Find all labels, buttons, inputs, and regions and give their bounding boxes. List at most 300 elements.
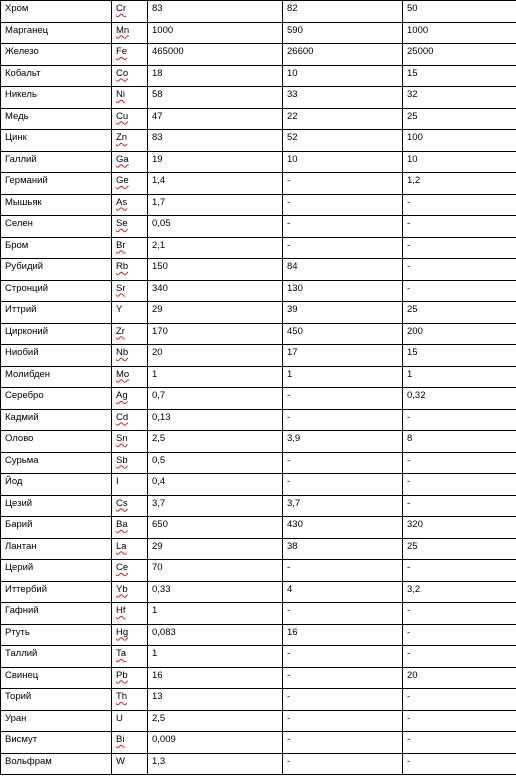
element-name-cell[interactable] [1, 753, 112, 775]
table-row [1, 216, 516, 238]
element-name-cell[interactable] [1, 151, 112, 173]
element-name-cell-text: Бром [5, 239, 29, 251]
value-cell-1-text: 0,4 [152, 476, 166, 487]
value-cell-2[interactable] [283, 560, 403, 582]
element-symbol-cell-text: Ni [116, 89, 125, 100]
element-name-cell-text: Ниобий [5, 347, 39, 358]
value-cell-2[interactable] [283, 495, 403, 517]
table-row [1, 345, 516, 367]
element-name-cell[interactable] [1, 538, 112, 560]
element-name-cell-text: Рубидий [5, 261, 44, 272]
value-cell-2[interactable] [283, 753, 403, 775]
element-name-cell[interactable] [1, 710, 112, 732]
table-row [1, 538, 516, 560]
value-cell-2[interactable] [283, 302, 403, 324]
value-cell-2[interactable] [283, 345, 403, 367]
value-cell-2[interactable] [283, 323, 403, 345]
value-cell-1-text: 1 [152, 648, 158, 659]
value-cell-1[interactable] [148, 194, 283, 216]
element-symbol-cell[interactable] [112, 173, 148, 195]
element-name-cell[interactable] [1, 495, 112, 517]
value-cell-1-text: 1,7 [152, 196, 166, 208]
value-cell-1-text: 20 [152, 347, 163, 358]
value-cell-2[interactable] [283, 517, 403, 539]
element-symbol-cell[interactable] [112, 44, 148, 66]
value-cell-3-text: - [407, 411, 411, 423]
element-name-cell[interactable] [1, 130, 112, 152]
element-symbol-cell-text: I [116, 476, 119, 487]
value-cell-1[interactable] [148, 87, 283, 109]
value-cell-1[interactable] [148, 345, 283, 367]
value-cell-2-text: 430 [287, 519, 303, 530]
element-symbol-cell[interactable] [112, 646, 148, 668]
value-cell-3[interactable] [403, 1, 516, 23]
value-cell-3-text: - [407, 196, 411, 208]
value-cell-2[interactable] [283, 452, 403, 474]
table-row [1, 753, 516, 775]
table-row [1, 581, 516, 603]
element-name-cell[interactable] [1, 603, 112, 625]
element-name-cell[interactable] [1, 474, 112, 496]
value-cell-2-text: - [287, 734, 291, 745]
element-symbol-cell-text: Hf [116, 605, 126, 616]
value-cell-1[interactable] [148, 237, 283, 259]
value-cell-1-text: 47 [152, 110, 163, 122]
value-cell-1[interactable] [148, 130, 283, 152]
element-symbol-cell[interactable] [112, 409, 148, 431]
element-name-cell-text: Свинец [5, 669, 39, 681]
value-cell-2[interactable] [283, 689, 403, 711]
element-name-cell-text: Барий [5, 519, 33, 530]
value-cell-1[interactable] [148, 689, 283, 711]
element-name-cell[interactable] [1, 624, 112, 646]
value-cell-2-text: 52 [287, 132, 298, 143]
value-cell-3-text: - [407, 261, 411, 272]
value-cell-3-text: 200 [407, 325, 423, 337]
element-symbol-cell[interactable] [112, 65, 148, 87]
element-name-cell[interactable] [1, 431, 112, 453]
value-cell-2[interactable] [283, 130, 403, 152]
value-cell-2[interactable] [283, 194, 403, 216]
table-row [1, 388, 516, 410]
value-cell-1[interactable] [148, 151, 283, 173]
value-cell-1[interactable] [148, 323, 283, 345]
element-symbol-cell[interactable] [112, 517, 148, 539]
value-cell-3-text: 8 [407, 433, 413, 444]
element-name-cell[interactable] [1, 22, 112, 44]
element-name-cell-text: Селен [5, 218, 33, 229]
value-cell-2[interactable] [283, 646, 403, 668]
element-symbol-cell[interactable] [112, 345, 148, 367]
value-cell-1[interactable] [148, 259, 283, 281]
value-cell-3-text: 10 [407, 153, 418, 165]
element-name-cell[interactable] [1, 581, 112, 603]
value-cell-2-text: 16 [287, 626, 298, 638]
value-cell-3[interactable] [403, 151, 516, 173]
value-cell-2[interactable] [283, 1, 403, 23]
element-symbol-cell[interactable] [112, 388, 148, 410]
element-name-cell[interactable] [1, 173, 112, 195]
value-cell-3[interactable] [403, 560, 516, 582]
value-cell-1[interactable] [148, 560, 283, 582]
value-cell-2[interactable] [283, 667, 403, 689]
value-cell-1[interactable] [148, 108, 283, 130]
element-name-cell[interactable] [1, 87, 112, 109]
value-cell-3[interactable] [403, 366, 516, 388]
element-name-cell-text: Германий [5, 175, 48, 186]
value-cell-1-text: 1000 [152, 24, 174, 36]
value-cell-2[interactable] [283, 108, 403, 130]
value-cell-3[interactable] [403, 345, 516, 367]
value-cell-2[interactable] [283, 474, 403, 496]
value-cell-2[interactable] [283, 732, 403, 754]
value-cell-2-text: 1 [287, 368, 293, 380]
value-cell-1[interactable] [148, 603, 283, 625]
element-symbol-cell[interactable] [112, 194, 148, 216]
value-cell-2[interactable] [283, 259, 403, 281]
value-cell-1[interactable] [148, 409, 283, 431]
element-symbol-cell-text: Se [116, 218, 128, 229]
element-name-cell[interactable] [1, 216, 112, 238]
value-cell-3-text: - [407, 648, 411, 659]
element-name-cell[interactable] [1, 302, 112, 324]
element-symbol-cell[interactable] [112, 474, 148, 496]
value-cell-3-text: 1000 [407, 24, 429, 36]
element-symbol-cell[interactable] [112, 603, 148, 625]
element-symbol-cell-text: Cd [116, 411, 129, 423]
element-symbol-cell[interactable] [112, 151, 148, 173]
value-cell-1-text: 2,1 [152, 239, 166, 251]
value-cell-3-text: - [407, 282, 411, 294]
element-symbol-cell-text: Zn [116, 132, 128, 143]
element-name-cell[interactable] [1, 452, 112, 474]
element-name-cell[interactable] [1, 1, 112, 23]
element-name-cell-text: Церий [5, 562, 34, 573]
value-cell-3[interactable] [403, 710, 516, 732]
value-cell-1-text: 70 [152, 562, 163, 573]
value-cell-3[interactable] [403, 323, 516, 345]
value-cell-3[interactable] [403, 22, 516, 44]
element-symbol-cell[interactable] [112, 87, 148, 109]
element-name-cell-text: Мышьяк [5, 196, 42, 208]
value-cell-3[interactable] [403, 409, 516, 431]
element-symbol-cell[interactable] [112, 560, 148, 582]
element-name-cell[interactable] [1, 646, 112, 668]
element-symbol-cell-text: Cr [116, 3, 127, 14]
value-cell-1[interactable] [148, 495, 283, 517]
value-cell-1[interactable] [148, 431, 283, 453]
value-cell-1-text: 2,5 [152, 433, 166, 444]
element-symbol-cell-text: Hg [116, 626, 129, 638]
value-cell-3[interactable] [403, 302, 516, 324]
value-cell-1-text: 29 [152, 540, 163, 552]
value-cell-1-text: 13 [152, 691, 163, 702]
element-name-cell-text: Гафний [5, 605, 39, 616]
element-name-cell[interactable] [1, 259, 112, 281]
value-cell-2-text: - [287, 411, 291, 423]
value-cell-2[interactable] [283, 624, 403, 646]
element-symbol-cell-text: Nb [116, 347, 129, 358]
value-cell-2-text: - [287, 712, 291, 724]
table-row [1, 495, 516, 517]
value-cell-2[interactable] [283, 87, 403, 109]
value-cell-1[interactable] [148, 452, 283, 474]
value-cell-2[interactable] [283, 151, 403, 173]
element-symbol-cell[interactable] [112, 431, 148, 453]
value-cell-1-text: 150 [152, 261, 168, 272]
value-cell-1-text: 0,083 [152, 626, 176, 638]
value-cell-3[interactable] [403, 237, 516, 259]
value-cell-3[interactable] [403, 624, 516, 646]
element-name-cell[interactable] [1, 194, 112, 216]
value-cell-2-text: 39 [287, 304, 298, 315]
value-cell-3-text: 25 [407, 304, 418, 315]
value-cell-2-text: 3,7 [287, 497, 301, 509]
value-cell-2-text: 130 [287, 282, 303, 294]
element-name-cell[interactable] [1, 280, 112, 302]
value-cell-3[interactable] [403, 452, 516, 474]
value-cell-2-text: 590 [287, 24, 303, 36]
element-symbol-cell-text: Rb [116, 261, 129, 272]
value-cell-3-text: 50 [407, 3, 418, 14]
value-cell-3-text: - [407, 497, 411, 509]
element-symbol-cell[interactable] [112, 624, 148, 646]
element-name-cell-text: Серебро [5, 390, 44, 401]
value-cell-3[interactable] [403, 667, 516, 689]
table-row [1, 65, 516, 87]
element-symbol-cell[interactable] [112, 302, 148, 324]
value-cell-3-text: 25000 [407, 46, 434, 57]
element-name-cell[interactable] [1, 323, 112, 345]
value-cell-2[interactable] [283, 237, 403, 259]
value-cell-1[interactable] [148, 646, 283, 668]
table-row [1, 603, 516, 625]
value-cell-3-text: - [407, 755, 411, 767]
value-cell-1[interactable] [148, 581, 283, 603]
value-cell-3[interactable] [403, 517, 516, 539]
element-name-cell[interactable] [1, 388, 112, 410]
value-cell-3[interactable] [403, 194, 516, 216]
element-name-cell-text: Медь [5, 110, 29, 122]
element-symbol-cell[interactable] [112, 689, 148, 711]
element-name-cell-text: Галлий [5, 153, 37, 165]
value-cell-2[interactable] [283, 431, 403, 453]
element-symbol-cell-text: Bi [116, 734, 125, 745]
value-cell-1[interactable] [148, 366, 283, 388]
element-symbol-cell[interactable] [112, 667, 148, 689]
value-cell-3[interactable] [403, 130, 516, 152]
element-name-cell[interactable] [1, 44, 112, 66]
element-symbol-cell-text: As [116, 196, 128, 208]
value-cell-2-text: 33 [287, 89, 298, 100]
element-symbol-cell-text: Mn [116, 24, 130, 36]
element-name-cell[interactable] [1, 108, 112, 130]
value-cell-1-text: 0,5 [152, 454, 166, 466]
value-cell-1[interactable] [148, 538, 283, 560]
element-symbol-cell-text: W [116, 755, 125, 767]
value-cell-2-text: 82 [287, 3, 298, 14]
value-cell-2-text: - [287, 218, 291, 229]
value-cell-3[interactable] [403, 495, 516, 517]
element-name-cell[interactable] [1, 560, 112, 582]
value-cell-1-text: 29 [152, 304, 163, 315]
element-name-cell[interactable] [1, 65, 112, 87]
value-cell-2[interactable] [283, 173, 403, 195]
value-cell-1[interactable] [148, 732, 283, 754]
value-cell-1[interactable] [148, 624, 283, 646]
element-symbol-cell[interactable] [112, 1, 148, 23]
value-cell-3[interactable] [403, 646, 516, 668]
element-name-cell-text: Ртуть [5, 626, 30, 638]
value-cell-2-text: 4 [287, 583, 293, 595]
element-symbol-cell-text: Y [116, 304, 123, 315]
element-symbol-cell[interactable] [112, 237, 148, 259]
value-cell-2[interactable] [283, 388, 403, 410]
value-cell-1[interactable] [148, 753, 283, 775]
elements-table-body [1, 1, 516, 775]
element-symbol-cell[interactable] [112, 495, 148, 517]
element-symbol-cell[interactable] [112, 710, 148, 732]
value-cell-3[interactable] [403, 474, 516, 496]
value-cell-2[interactable] [283, 710, 403, 732]
element-symbol-cell[interactable] [112, 216, 148, 238]
value-cell-3[interactable] [403, 173, 516, 195]
value-cell-1-text: 16 [152, 669, 163, 681]
value-cell-2[interactable] [283, 366, 403, 388]
value-cell-1-text: 465000 [152, 46, 184, 57]
element-symbol-cell[interactable] [112, 581, 148, 603]
value-cell-3-text: 1,2 [407, 175, 421, 186]
element-name-cell[interactable] [1, 345, 112, 367]
element-name-cell[interactable] [1, 237, 112, 259]
table-row [1, 280, 516, 302]
value-cell-2[interactable] [283, 603, 403, 625]
element-symbol-cell-text: Ta [116, 648, 127, 659]
value-cell-1-text: 1,4 [152, 175, 166, 186]
element-symbol-cell[interactable] [112, 22, 148, 44]
value-cell-2[interactable] [283, 22, 403, 44]
value-cell-1[interactable] [148, 44, 283, 66]
value-cell-2[interactable] [283, 581, 403, 603]
value-cell-1[interactable] [148, 667, 283, 689]
element-symbol-cell[interactable] [112, 366, 148, 388]
value-cell-3[interactable] [403, 581, 516, 603]
value-cell-3-text: - [407, 712, 411, 724]
table-row [1, 22, 516, 44]
element-name-cell-text: Молибден [5, 368, 51, 380]
value-cell-2[interactable] [283, 44, 403, 66]
table-row [1, 452, 516, 474]
element-name-cell-text: Цирконий [5, 325, 49, 337]
value-cell-3[interactable] [403, 431, 516, 453]
value-cell-1[interactable] [148, 280, 283, 302]
value-cell-3[interactable] [403, 388, 516, 410]
value-cell-2-text: - [287, 562, 291, 573]
value-cell-3[interactable] [403, 732, 516, 754]
table-row [1, 323, 516, 345]
value-cell-2[interactable] [283, 216, 403, 238]
value-cell-3[interactable] [403, 753, 516, 775]
value-cell-1-text: 0,33 [152, 583, 171, 595]
value-cell-1-text: 0,13 [152, 411, 171, 423]
element-name-cell[interactable] [1, 517, 112, 539]
value-cell-1[interactable] [148, 474, 283, 496]
value-cell-1[interactable] [148, 517, 283, 539]
element-name-cell[interactable] [1, 366, 112, 388]
element-name-cell[interactable] [1, 409, 112, 431]
value-cell-1[interactable] [148, 388, 283, 410]
value-cell-1[interactable] [148, 22, 283, 44]
value-cell-2[interactable] [283, 538, 403, 560]
value-cell-3[interactable] [403, 216, 516, 238]
value-cell-3[interactable] [403, 259, 516, 281]
value-cell-3[interactable] [403, 603, 516, 625]
value-cell-1[interactable] [148, 1, 283, 23]
value-cell-3[interactable] [403, 108, 516, 130]
element-symbol-cell[interactable] [112, 538, 148, 560]
element-name-cell-text: Кобальт [5, 67, 41, 79]
element-symbol-cell-text: Ce [116, 562, 129, 573]
element-symbol-cell[interactable] [112, 280, 148, 302]
value-cell-2-text: 17 [287, 347, 298, 358]
value-cell-2-text: 26600 [287, 46, 314, 57]
element-name-cell-text: Кадмий [5, 411, 39, 423]
table-row [1, 624, 516, 646]
value-cell-2-text: - [287, 691, 291, 702]
value-cell-3[interactable] [403, 689, 516, 711]
value-cell-2-text: 10 [287, 67, 298, 79]
value-cell-2[interactable] [283, 280, 403, 302]
value-cell-1-text: 83 [152, 132, 163, 143]
value-cell-3[interactable] [403, 280, 516, 302]
value-cell-1-text: 0,009 [152, 734, 176, 745]
table-row [1, 259, 516, 281]
element-name-cell-text: Сурьма [5, 454, 39, 466]
element-symbol-cell[interactable] [112, 753, 148, 775]
table-row [1, 237, 516, 259]
value-cell-1[interactable] [148, 710, 283, 732]
element-symbol-cell[interactable] [112, 130, 148, 152]
value-cell-1-text: 58 [152, 89, 163, 100]
element-symbol-cell[interactable] [112, 259, 148, 281]
element-name-cell[interactable] [1, 689, 112, 711]
element-symbol-cell[interactable] [112, 732, 148, 754]
value-cell-3[interactable] [403, 538, 516, 560]
value-cell-1[interactable] [148, 302, 283, 324]
element-symbol-cell[interactable] [112, 323, 148, 345]
value-cell-1[interactable] [148, 173, 283, 195]
value-cell-3[interactable] [403, 65, 516, 87]
value-cell-3[interactable] [403, 44, 516, 66]
value-cell-2-text: - [287, 239, 291, 251]
value-cell-2-text: - [287, 605, 291, 616]
element-name-cell-text: Торий [5, 691, 32, 702]
value-cell-2-text: 22 [287, 110, 298, 122]
element-symbol-cell[interactable] [112, 108, 148, 130]
value-cell-2[interactable] [283, 409, 403, 431]
value-cell-1[interactable] [148, 216, 283, 238]
table-row [1, 108, 516, 130]
element-name-cell[interactable] [1, 667, 112, 689]
element-symbol-cell-text: Sn [116, 433, 128, 444]
element-symbol-cell-text: Ba [116, 519, 128, 530]
value-cell-3[interactable] [403, 87, 516, 109]
element-symbol-cell[interactable] [112, 452, 148, 474]
element-name-cell[interactable] [1, 732, 112, 754]
value-cell-2[interactable] [283, 65, 403, 87]
value-cell-1[interactable] [148, 65, 283, 87]
element-name-cell-text: Таллий [5, 648, 38, 659]
